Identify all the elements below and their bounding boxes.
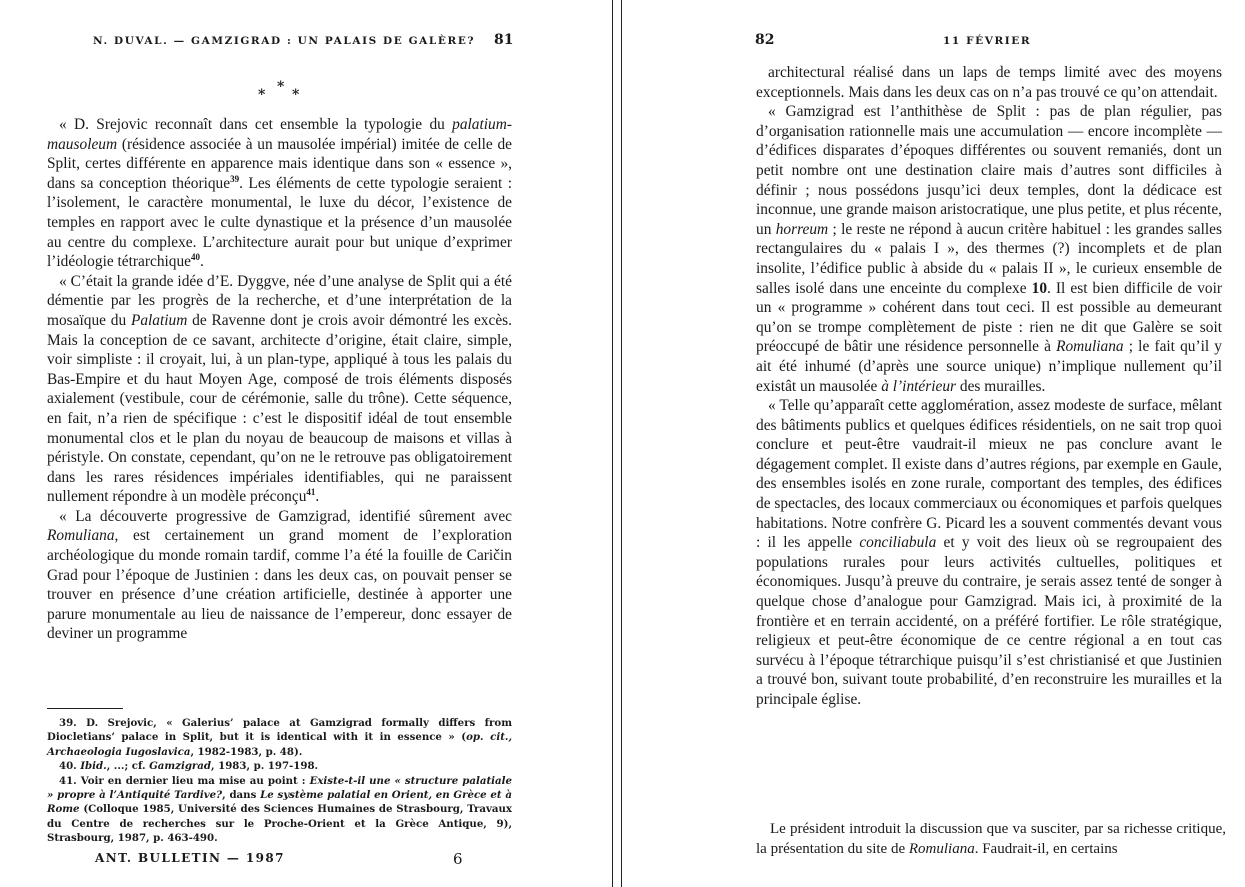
paragraph [47, 272, 512, 507]
text-run: « Gamzigrad est l’anthithèse de Split : pas de plan régulier, pas d’organisation rationnelle mais une accumulation — encore incomplète — d’édifices disparates d’époques différentes ou souvent remaniés, dont un petit nombre ont une destination claire mais d’autres sont difficiles à définir ; nous possédons jusqu’ici deux temples, dont la dédicace est inconnue, une grande maison aristocratique, une plus petite, et plus récente, un [756, 103, 1222, 238]
text-run: architectural réalisé dans un laps de temps limité avec des moyens exceptionnels. Mais dans les deux cas on n’a pas trouvé ce qu’on attendait. [756, 64, 1222, 101]
text-run: Existe-t-il une « structure palatiale » propre à l’Antiquité Tardive? [47, 774, 512, 802]
page-gutter-line [621, 0, 622, 887]
text-run: « La découverte progressive de Gamzigrad, identifié sûrement avec [59, 507, 512, 525]
footnote [47, 759, 512, 773]
text-run: , 1982-1983, p. 48). [190, 745, 303, 758]
paragraph [756, 820, 1226, 859]
text-run: . [315, 488, 320, 506]
text-run: à l’intérieur [881, 377, 957, 395]
paragraph [47, 507, 512, 644]
journal-footer: ANT. BULLETIN — 1987 [95, 851, 285, 865]
footnote-ref: 41 [306, 487, 316, 498]
text-run: 40. [59, 760, 81, 773]
paragraph [47, 115, 512, 272]
footnote-ref: 39 [230, 173, 240, 184]
text-run: , dans [222, 789, 261, 802]
text-run: . Il est bien difficile de voir un « programme » cohérent dans tout ceci. Il est possible au demeurant qu’on se trompe complètement de piste : rien ne dit que Galère se soit préoccupé de bâtir une résidence personnelle à [756, 279, 1222, 356]
text-run: op. cit., Archaeologia Iugoslavica [47, 731, 512, 758]
separator-star: * [258, 87, 266, 103]
footnotes [47, 716, 512, 846]
text-run: , 1983, p. 197-198. [211, 760, 319, 773]
text-run: , ...; cf. [106, 760, 150, 773]
running-head: 11 FÉVRIER [943, 35, 1032, 47]
footnote-ref: 40 [191, 252, 201, 263]
text-run: « C’était la grande idée d’E. Dyggve, née d’une analyse de Split qui a été démentie par les progrès de la recherche, et d’une interprétation de la mosaïque du [47, 272, 512, 329]
text-run: Le système palatial en Orient, en Grèce et à Rome [47, 789, 512, 816]
right-page [626, 0, 1245, 887]
text-run: « D. Srejovic reconnaît dans cet ensemble la typologie du [59, 116, 453, 133]
footnote-rule [47, 708, 123, 709]
text-run: conciliabula [859, 534, 937, 552]
paragraph [756, 102, 1222, 396]
separator-star: * [277, 79, 285, 95]
body-text [756, 63, 1222, 710]
discussion-text [756, 820, 1226, 859]
text-run: 10 [1031, 279, 1048, 297]
paragraph [756, 396, 1222, 710]
text-run: « Telle qu’apparaît cette agglomération, assez modeste de surface, mêlant des bâtiments publics et quelques édifices résidentiels, on ne sait trop quoi conclure et peut-être vaudrait-il mieux ne pas conclure avant le dégagement complet. Il existe dans d’autres régions, par exemple en Gaule, des ensembles isolés en zone rurale, comportant des temples, des édifices de spectacles, des locaux commerciaux ou économiques et parfois quelques habitations. Notre confrère G. Picard les a souvent commentés devant vous : il les appelle [756, 397, 1222, 552]
text-run: . Faudrait-il, en certains [974, 840, 1118, 857]
text-run: des murailles. [956, 377, 1046, 395]
text-run: Palatium [130, 311, 188, 329]
text-run: Ibid. [80, 760, 107, 773]
text-run: . [200, 253, 204, 271]
paragraph [756, 63, 1222, 102]
section-separator [258, 79, 302, 103]
text-run: 39. D. Srejovic, « Galerius’ palace at Gamzigrad formally differs from Diocletians’ palace in Split, but it is identical with it in essence » ( [47, 717, 512, 744]
text-run: Romuliana [1056, 338, 1124, 356]
text-run: et y voit des lieux où se regroupaient des populations rurales pour leurs activités cultuelles, politiques et économiques. Jusqu’à preuve du contraire, je serais assez tenté de songer à quelque chose d’analogue pour Gamzigrad. Mais ici, à proximité de la frontière et en terrain accidenté, on a préféré fortifier. Le rôle stratégique, religieux et peut-être économique de ce centre régional a en tout cas survécu à l’époque tétrarchique puisqu’il s’est christianisé et que Justinien a trouvé bon, suivant toute probabilité, d’en reconstruire les murailles et la principale église. [756, 534, 1222, 708]
text-run: ; le fait qu’il y ait été inhumé (d’après une source unique) n’implique nullement qu’il existât un mausolée [756, 338, 1222, 395]
text-run: Gamzigrad [149, 760, 212, 773]
page-gutter-line [612, 0, 613, 887]
running-head: N. DUVAL. — GAMZIGRAD : UN PALAIS DE GALÈRE? [93, 35, 476, 47]
text-run: Le président introduit la discussion que va susciter, par sa richesse critique, la présentation du site de [756, 821, 1226, 857]
body-text [47, 115, 512, 644]
text-run: (Colloque 1985, Université des Sciences Humaines de Strasbourg, Travaux du Centre de recherches sur le Proche-Orient et la Grèce Antique, 9), Strasbourg, 1987, p. 463-490. [47, 803, 512, 845]
text-run: palatium-mausoleum [47, 116, 512, 153]
page-number: 81 [494, 32, 514, 48]
footnote [47, 716, 512, 759]
footnote [47, 774, 512, 846]
text-run: Romuliana [908, 840, 975, 857]
separator-star: * [292, 87, 300, 103]
text-run: (résidence associée à un mausolée impérial) imitée de celle de Split, certes différente en apparence mais identique dans son « essence », dans sa conception théorique [47, 135, 512, 192]
text-run: 41. Voir en dernier lieu ma mise au point : [59, 774, 310, 787]
left-page [0, 0, 608, 887]
page-number: 82 [755, 32, 775, 48]
footer-page-number: 6 [453, 850, 463, 868]
text-run: . Les éléments de cette typologie seraient : l’isolement, le caractère monumental, le luxe du décor, l’existence de temples en rapport avec le culte dynastique et la présence d’un mausolée au centre du complexe. L’architecture aurait pour but unique d’exprimer l’idéologie tétrarchique [47, 174, 513, 271]
text-run: ; le reste ne répond à aucun critère habituel : les grandes salles rectangulaires du « palais I », des thermes (?) incomplets et de plan insolite, l’édifice public à abside du « palais II », le curieux ensemble de salles isolé dans une enceinte du complexe [756, 220, 1222, 297]
text-run: , est certainement un grand moment de l’exploration archéologique du monde romain tardif, comme l’a été la fouille de Caričin Grad pour l’époque de Justinien : dans les deux cas, on pouvait penser se trouver en présence d’une création artificielle, destinée à apporter une parure monumentale au lieu de naissance de l’empereur, donc essayer de deviner un programme [47, 527, 512, 643]
text-run: Romuliana [47, 527, 115, 545]
text-run: de Ravenne dont je crois avoir démontré les excès. Mais la conception de ce savant, architecte d’origine, était claire, simple, voir simpliste : il croyait, lui, à un plan-type, appliqué à tous les palais du Bas-Empire et du haut Moyen Age, composé de trois éléments disposés axialement (vestibule, cour de cérémonie, salle du trône). Cette séquence, en fait, n’a rien de spécifique : c’est le dispositif idéal de tout ensemble monumental clos et le plan du noyau de beaucoup de maisons et villas à péristyle. On constate, cependant, qu’on ne le retrouve pas obligatoirement dans les rares résidences impériales identifiables, qui ne paraissent nullement répondre à un modèle préconçu [47, 311, 512, 506]
text-run: horreum [775, 220, 829, 238]
